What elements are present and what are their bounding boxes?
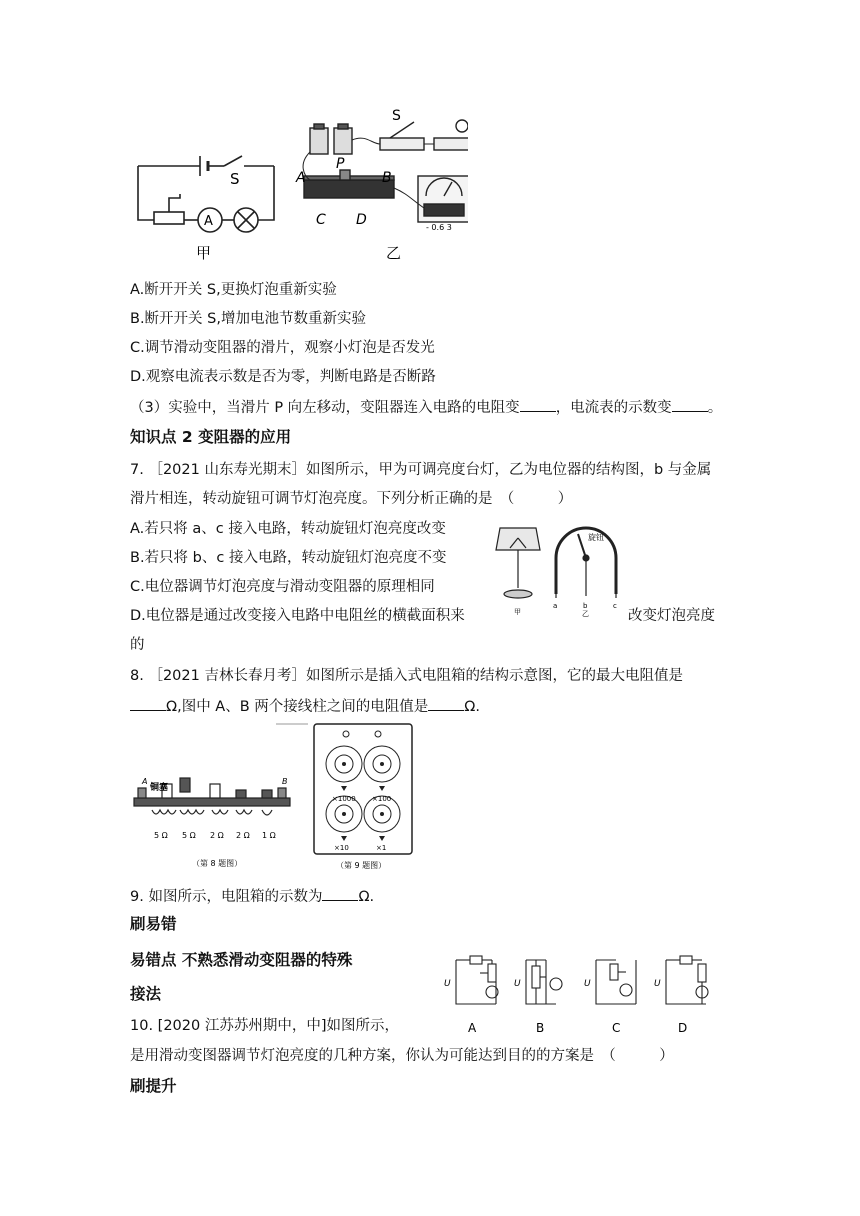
resistor-label: 5 Ω — [154, 831, 168, 840]
resistor-label: 5 Ω — [182, 831, 196, 840]
error-point-line1: 易错点 不熟悉滑动变阻器的特殊 — [130, 951, 353, 969]
option-c: C.调节滑动变阻器的滑片，观察小灯泡是否发光 — [130, 340, 435, 356]
figure-8-caption: （第 8 题图） — [192, 859, 243, 868]
voltage-label: U — [654, 979, 661, 989]
q8-text-3: Ω. — [464, 699, 480, 715]
figure-label-jia: 甲 — [196, 244, 212, 262]
terminal-label-c: C — [316, 212, 326, 228]
answer-blank[interactable] — [672, 397, 708, 412]
option-a: A.断开开关 S,更换灯泡重新实验 — [130, 282, 337, 298]
q6-3-text-1: （3）实验中，当滑片 P 向左移动，变阻器连入电路的电阻变 — [130, 400, 520, 416]
terminal-label-p: P — [336, 156, 345, 172]
q8-text-2: Ω,图中 A、B 两个接线柱之间的电阻值是 — [166, 699, 429, 715]
terminal-label-d: D — [356, 212, 367, 228]
terminal-b: b — [583, 602, 588, 610]
question-9 — [130, 886, 374, 907]
copper-plug-label: 铜塞 — [150, 783, 169, 793]
fig-label-yi: 乙 — [582, 610, 589, 618]
q7-option-d-cont: 的 — [130, 637, 145, 653]
q9-text: 9. 如图所示，电阻箱的示数为 — [130, 889, 323, 905]
terminal-b-label: B — [282, 777, 288, 786]
dial-multiplier: ×1 — [376, 844, 387, 852]
rheostat-circuits-figure-10 — [440, 944, 730, 1040]
resistance-box-figure-8 — [128, 720, 310, 870]
terminal-label-a: A — [296, 170, 306, 186]
option-label-d: D — [678, 1021, 688, 1035]
question-8-line2 — [130, 696, 480, 717]
terminal-c: c — [613, 602, 617, 610]
resistance-box-figure-9 — [312, 722, 416, 874]
q7-option-d: D.电位器是通过改变接入电路中电阻丝的横截面积来 — [130, 608, 465, 624]
answer-blank[interactable] — [322, 886, 358, 901]
figure-label-yi: 乙 — [386, 244, 402, 262]
question-6-part3 — [130, 397, 722, 418]
q9-unit: Ω. — [358, 889, 375, 905]
q7-option-a: A.若只将 a、c 接入电路，转动旋钮灯泡亮度改变 — [130, 521, 446, 537]
section-heading-2: 知识点 2 变阻器的应用 — [130, 428, 292, 446]
circuit-figure-q6 — [128, 104, 468, 264]
q7-option-b: B.若只将 b、c 接入电路，转动旋钮灯泡亮度不变 — [130, 550, 447, 566]
q6-3-text-2: ，电流表的示数变 — [555, 400, 672, 416]
answer-blank[interactable] — [520, 397, 556, 412]
question-7-line2: 滑片相连，转动旋钮可调节灯泡亮度。下列分析正确的是 （ ） — [130, 491, 573, 507]
dial-multiplier: ×100 — [372, 795, 392, 803]
resistor-label: 2 Ω — [236, 831, 250, 840]
option-b: B.断开开关 S,增加电池节数重新实验 — [130, 311, 366, 327]
voltage-label: U — [584, 979, 591, 989]
question-10-line2: 是用滑动变图器调节灯泡亮度的几种方案，你认为可能达到目的的方案是 （ ） — [130, 1048, 674, 1064]
voltage-label: U — [514, 979, 521, 989]
error-point-line2: 接法 — [130, 985, 162, 1003]
option-label-c: C — [612, 1021, 621, 1035]
option-d: D.观察电流表示数是否为零，判断电路是否断路 — [130, 369, 436, 385]
answer-blank[interactable] — [428, 696, 464, 711]
answer-blank[interactable] — [130, 696, 166, 711]
ammeter-terminal-labels: - 0.6 3 — [426, 223, 452, 232]
knob-label: 旋钮 — [588, 533, 604, 542]
switch-label-yi: S — [392, 108, 401, 124]
option-label-a: A — [468, 1021, 477, 1035]
question-10-line1: 10. [2020 江苏苏州期中，中]如图所示， — [130, 1018, 399, 1034]
q7-option-d-right: 改变灯泡亮度 — [628, 608, 715, 624]
lamp-potentiometer-figure — [490, 518, 626, 618]
question-7-line1: 7. ［2021 山东寿光期末］如图所示，甲为可调亮度台灯，乙为电位器的结构图，b 与金属 — [130, 462, 712, 478]
resistor-label: 2 Ω — [210, 831, 224, 840]
section-heading-error: 刷易错 — [130, 915, 177, 933]
switch-label-jia: S — [230, 170, 240, 188]
terminal-a-label: A — [142, 777, 148, 786]
figure-9-caption: （第 9 题图） — [336, 861, 387, 870]
terminal-a: a — [553, 602, 558, 610]
dial-multiplier: ×10 — [334, 844, 349, 852]
dial-multiplier: ×1000 — [332, 795, 356, 803]
fig-label-jia: 甲 — [514, 608, 521, 616]
voltage-label: U — [444, 979, 451, 989]
resistor-label: 1 Ω — [262, 831, 276, 840]
option-label-b: B — [536, 1021, 545, 1035]
q7-option-c: C.电位器调节灯泡亮度与滑动变阻器的原理相同 — [130, 579, 435, 595]
q6-3-text-3: 。 — [707, 400, 723, 416]
question-8-line1: 8. ［2021 吉林长春月考］如图所示是插入式电阻箱的结构示意图，它的最大电阻值是 — [130, 668, 683, 684]
ammeter-label-jia: A — [204, 214, 213, 229]
section-heading-improve: 刷提升 — [130, 1077, 177, 1095]
terminal-label-b: B — [382, 170, 392, 186]
